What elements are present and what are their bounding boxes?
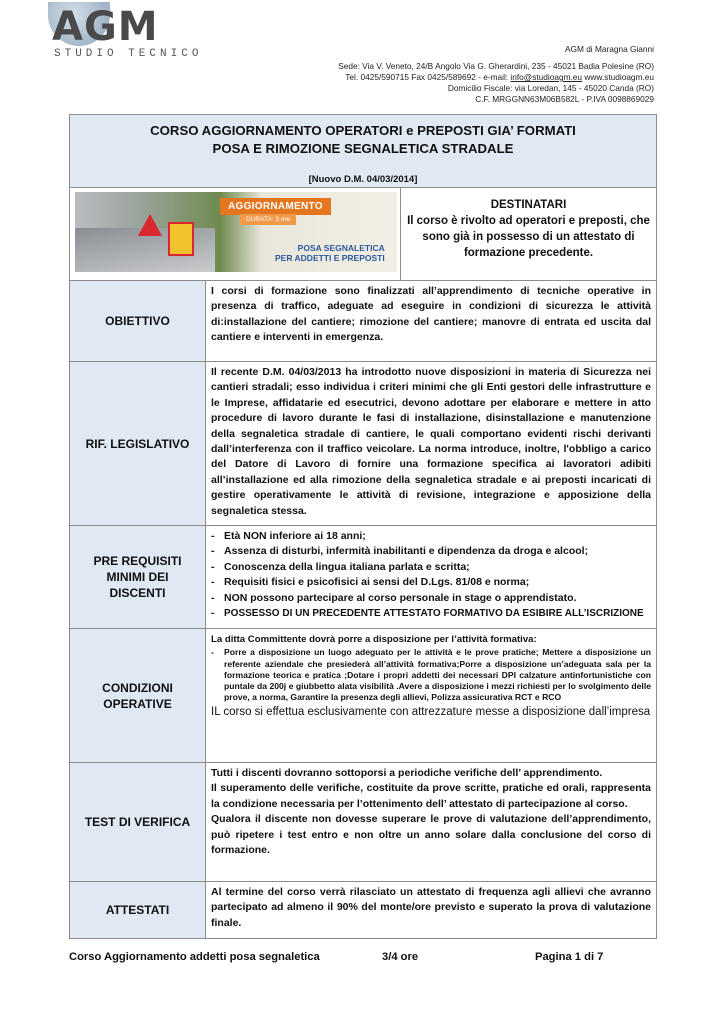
prereq-item: - POSSESSO DI UN PRECEDENTE ATTESTATO FORMATIVO DA ESIBIRE ALL’ISCRIZIONE (211, 606, 651, 621)
company-logo (48, 2, 203, 64)
destinatari-heading: DESTINATARI (490, 199, 567, 211)
row-obiettivo (70, 281, 656, 362)
warning-sign-icon (138, 214, 162, 236)
text-attestati: Al termine del corso verrà rilasciato un attestato di frequenza agli allievi che avranno partecipato ad almeno il 90% del monte/ore previsto e superato la prova di valutazione finale. (211, 886, 651, 929)
course-sheet (69, 114, 657, 939)
row-rif-legislativo (70, 362, 656, 526)
course-decree: [Nuovo D.M. 04/03/2014] (308, 174, 418, 185)
letterhead (338, 44, 654, 105)
prereq-item: - Età NON inferiore ai 18 anni; (211, 529, 651, 544)
course-subtitle: POSA E RIMOZIONE SEGNALETICA STRADALE (212, 141, 514, 156)
text-rif-legislativo: Il recente D.M. 04/03/2013 ha introdotto nuove disposizioni in materia di Sicurezza nei cantieri stradali; esso individua i criteri minimi che gli Enti gestori delle infrastrutture e le Imprese, affidatarie ed esecutrici, devono adottare per elaborare e mettere in atto procedure di lavoro durante le fasi di installazione, disinstallazione e manutenzione della segnaletica stradale di cantiere, le quali comportano evidenti rischi derivanti dall’interferenza con il traffico veicolare. La norma introduce, inoltre, l'obbligo a carico del Datore di Lavoro di fornire una formazione specifica ai lavoratori adibiti all’installazione ed alla rimozione della segnaletica stradale e ai preposti incaricati di gestire operativamente le attività di revisione, integrazione e apposizione della segnaletica stessa. (211, 366, 651, 517)
contacts-phone: Tel. 0425/590715 Fax 0425/589692 - e-mail: (345, 72, 511, 82)
condizioni-item: - Porre a disposizione un luogo adeguato per le attività e le prove pratiche; Mettere a disposizione un referente aziendale che presiederà all’attività formativa;Porre a disposizione un’adeguata sala per la formazione teorica e pratica ;Dotare i propri addetti dei necessari DPI calzature antinfortunistiche con puntale da 200j e giubbetto alata visibilità .Avere a disposizione i mezzi richiesti per lo svolgimento delle prove, a norma, Garantire la presenza degli allievi, Polizza assicurativa RCT e RCO (211, 647, 651, 703)
text-prerequisiti (206, 526, 656, 628)
prereq-item: - Requisiti fisici e psicofisici ai sensi del D.Lgs. 81/08 e norma; (211, 575, 651, 590)
banner-duration: DURATA: 3 ore (240, 214, 296, 225)
footer-page-number: Pagina 1 di 7 (535, 951, 604, 963)
course-banner-image (70, 188, 401, 280)
roadwork-board-icon (168, 222, 194, 256)
banner-caption-line2: PER ADDETTI E PREPOSTI (275, 253, 385, 263)
letterhead-owner: AGM di Maragna Gianni (564, 44, 654, 54)
letterhead-tax-codes: C.F. MRGGNN63M06B582L - P.IVA 0098869029 (475, 94, 654, 104)
prereq-item: - Conoscenza della lingua italiana parlata e scritta; (211, 560, 651, 575)
logo-mark: AGM (52, 4, 159, 50)
footer-duration: 3/4 ore (382, 951, 419, 963)
banner-caption-line1: POSA SEGNALETICA (297, 243, 385, 253)
course-title-block (70, 115, 656, 188)
prereq-item: - NON possono partecipare al corso personale in stage o apprendistato. (211, 591, 651, 606)
condizioni-note: IL corso si effettua esclusivamente con attrezzature messe a disposizione dall’impresa (211, 706, 651, 719)
text-obiettivo: I corsi di formazione sono finalizzati all’apprendimento di tecniche operative in presenza di traffico, adeguate ad eseguire in condizioni di sicurezza le attività di:installazione del cantiere; rimozione del cantiere; manovre di entrata ed uscita dal cantiere e interventi in emergenza. (211, 285, 651, 344)
label-test-verifica: TEST DI VERIFICA (70, 763, 206, 881)
text-test-verifica (206, 763, 656, 881)
test-paragraph: Qualora il discente non dovesse superare le prove di valutazione dell’apprendimento, può ripetere i test entro e non oltre un anno solare dalla conclusione del corso di formazione. (211, 813, 651, 857)
destinatari-cell (401, 188, 656, 280)
text-condizioni (206, 629, 656, 762)
letterhead-address: Sede: Via V. Veneto, 24/B Angolo Via G. Gherardini, 235 - 45021 Badia Polesine (RO) (338, 61, 654, 71)
row-test-verifica (70, 763, 656, 882)
label-attestati: ATTESTATI (70, 882, 206, 938)
test-paragraph: Il superamento delle verifiche, costituite da prove scritte, pratiche ed orali, rappresenta la condizione necessaria per l’ottenimento dell’ attestato di partecipazione al corso. (211, 782, 651, 810)
condizioni-list (211, 647, 651, 703)
email-link[interactable]: info@studioagm.eu (510, 72, 583, 82)
website-text: www.studioagm.eu (582, 72, 654, 82)
logo-subtitle: STUDIO TECNICO (54, 48, 203, 60)
prereq-item: - Assenza di disturbi, infermità inabilitanti e dipendenza da droga e alcool; (211, 544, 651, 559)
label-obiettivo: OBIETTIVO (70, 281, 206, 361)
label-prerequisiti: PRE REQUISITI MINIMI DEI DISCENTI (70, 526, 206, 628)
course-title: CORSO AGGIORNAMENTO OPERATORI e PREPOSTI GIA’ FORMATI (150, 123, 576, 138)
test-paragraph: Tutti i discenti dovranno sottoporsi a periodiche verifiche dell’ apprendimento. (211, 767, 603, 779)
prerequisiti-list (211, 529, 651, 621)
letterhead-fiscal-address: Domicilio Fiscale: via Loredan, 145 - 45020 Canda (RO) (447, 83, 654, 93)
row-condizioni (70, 629, 656, 763)
row-prerequisiti (70, 526, 656, 629)
banner-caption (275, 243, 385, 263)
banner-row (70, 188, 656, 281)
footer-course: Corso Aggiornamento addetti posa segnaletica (69, 951, 320, 963)
label-rif-legislativo: RIF. LEGISLATIVO (70, 362, 206, 525)
row-attestati (70, 882, 656, 938)
banner-pill: AGGIORNAMENTO (220, 198, 331, 215)
condizioni-intro: La ditta Committente dovrà porre a disposizione per l’attività formativa: (211, 634, 537, 645)
destinatari-text: Il corso è rivolto ad operatori e preposti, che sono già in possesso di un attestato di formazione precedente. (407, 215, 650, 259)
letterhead-contacts (338, 72, 654, 83)
label-condizioni: CONDIZIONI OPERATIVE (70, 629, 206, 762)
